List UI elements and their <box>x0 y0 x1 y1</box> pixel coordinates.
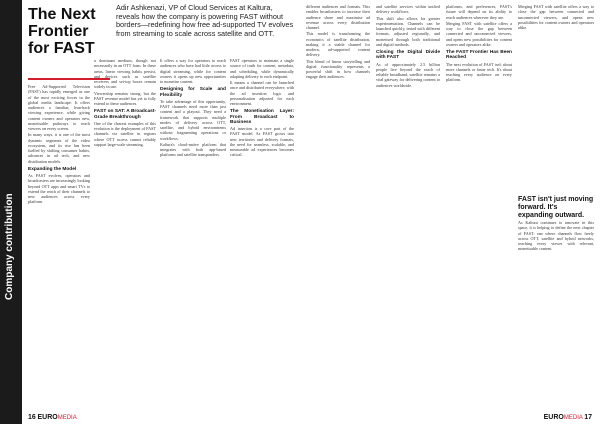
page-footer-right <box>544 414 592 421</box>
page-number: 16 <box>28 414 36 421</box>
right-page <box>300 0 600 424</box>
subheading: Designing for Scale and Flexibility <box>160 87 226 98</box>
article-headline: The Next Frontier for FAST <box>28 6 96 57</box>
paragraph: The next evolution of FAST isn't about more channels or faster tech. It's about reaching every audience on every platform. <box>446 61 512 83</box>
paragraph: This shift also allows for greater experimentation. Channels can be launched quickly, tested with different formats, adjusted regionally, and monetised through both traditional and digital methods. <box>376 15 440 47</box>
paragraph: Merging FAST with satellite offers a way to close the gap between connected and unconnected viewers, and opens new possibilities for content owners and operators alike. <box>446 20 512 47</box>
paragraph: As FAST evolves, operators and broadcasters are increasingly looking beyond OTT apps and smart TVs to extend the reach of their channels to new audiences across every platform. <box>28 173 90 205</box>
section-label: Company contribution <box>4 193 15 300</box>
paragraph: and satellite services within unified delivery workflows. <box>376 4 440 15</box>
body-column-4 <box>230 58 294 406</box>
paragraph: In many ways, it is one of the most dynamic segments of the video ecosystem, and its rise has been fuelled by shifting consumer habits, advances in ad tech, and new distribution models. <box>28 132 90 164</box>
body-column-1 <box>28 84 90 406</box>
body-column-8 <box>518 4 594 190</box>
page-footer-left <box>28 414 77 421</box>
paragraph: As of approximately 2.5 billion people live beyond the reach of reliable broadband, satellite remains a vital gateway for delivering content to audiences worldwide. <box>376 61 440 88</box>
page-number: 17 <box>584 414 592 421</box>
body-column-5 <box>306 4 370 406</box>
body-column-3 <box>160 58 226 406</box>
paragraph: Ad insertion is a core part of the FAST model. As FAST grows into new territories and delivery formats, the need for seamless, scalable, and measurable ad experiences becomes critical. <box>230 126 294 158</box>
paragraph: Free Ad-Supported Television (FAST) has rapidly emerged as one of the most exciting forces in the global media landscape. It offers audiences a familiar, lean-back viewing experience, while giving content owners and operators new, monetisable pathways to reach viewers on every screen. <box>28 84 90 131</box>
paragraph: It offers a way for operators to reach audiences who have had little access to digital streaming, while for content owners it opens up new opportunities to monetise content. <box>160 58 226 84</box>
paragraph: To take advantage of this opportunity, FAST channels need more than just content and a playout. They need a framework that supports multiple modes of delivery across OTT, satellite, and hybrid environments without fragmenting operations or workflows. <box>160 98 226 141</box>
paragraph: This model is transforming the economics of satellite distribution, making it a viable channel for modern, ad-supported content delivery. <box>306 31 370 58</box>
paragraph: FAST operators to maintain a single source of truth for content, metadata, and scheduling, while dynamically adapting delivery to each endpoint. <box>230 58 294 79</box>
paragraph: different audiences and formats. This enables broadcasters to increase their audience share and maximise ad revenue across every distribution channel. <box>306 4 370 30</box>
paragraph: Merging FAST with satellite offers a way to close the gap between connected and unconnected viewers, and opens new possibilities for content owners and operators alike. <box>518 4 594 30</box>
article-standfirst: Adir Ashkenazi, VP of Cloud Services at Kaltura, reveals how the company is powering FAST without borders—redefining how free ad-supported TV evolves from streaming to scale across satellite and OTT. <box>116 3 294 38</box>
paragraph: One of the clearest examples of this evolution is the deployment of FAST channels via satellite in regions where OTT access cannot reliably support large-scale streaming. <box>94 120 156 147</box>
paragraph: It means a channel can be launched once and distributed everywhere, with the ad insertion logic and personalisation adjusted for each environment. <box>230 80 294 106</box>
subheading: The FAST Frontier Has Been Reached <box>446 50 512 61</box>
paragraph: a dominant medium, though not necessarily in an OTT form. In these areas, linear viewing habits persist, and devices such as satellite receivers and set-top boxes remain widely in use. <box>94 58 156 90</box>
brand-euro: EURO <box>543 414 564 421</box>
brand-media: MEDIA <box>563 415 583 421</box>
body-column-7 <box>446 4 512 406</box>
body-column-2 <box>94 58 156 406</box>
paragraph: Viewership remains strong, but the FAST revenue model has yet to fully extend to these audiences. <box>94 90 156 106</box>
section-spine <box>0 0 22 424</box>
subheading: Expanding the Model <box>28 166 77 172</box>
subheading: Closing the Digital Divide with FAST <box>376 50 440 61</box>
closing-heading: FAST isn't just moving forward. It's expanding outward. <box>518 196 594 219</box>
subheading: FAST on SAT: A Broadcast-Grade Breakthrough <box>94 109 156 120</box>
paragraph: platforms, and preferences, FAST's future will depend on its ability to reach audiences wherever they are. <box>446 4 512 20</box>
brand-euro: EURO <box>37 414 58 421</box>
subheading: The Monetisation Layer: From Broadcast to Business <box>230 109 294 125</box>
paragraph: As Kaltura continues to innovate in this space, it is helping to define the next chapter of FAST: one where channels flow freely across OTT, satellite and hybrid networks, reaching every viewer with relevant, monetisable content. <box>518 220 594 252</box>
brand-media: MEDIA <box>57 415 77 421</box>
body-column-6 <box>376 4 440 406</box>
closing-column <box>518 220 594 406</box>
paragraph: This blend of linear storytelling and digital functionality represents a powerful shift in how channels engage their audiences. <box>306 58 370 80</box>
paragraph: Kaltura's cloud-native platform that integrates with both app-based platforms and satellite transponders. <box>160 141 226 158</box>
